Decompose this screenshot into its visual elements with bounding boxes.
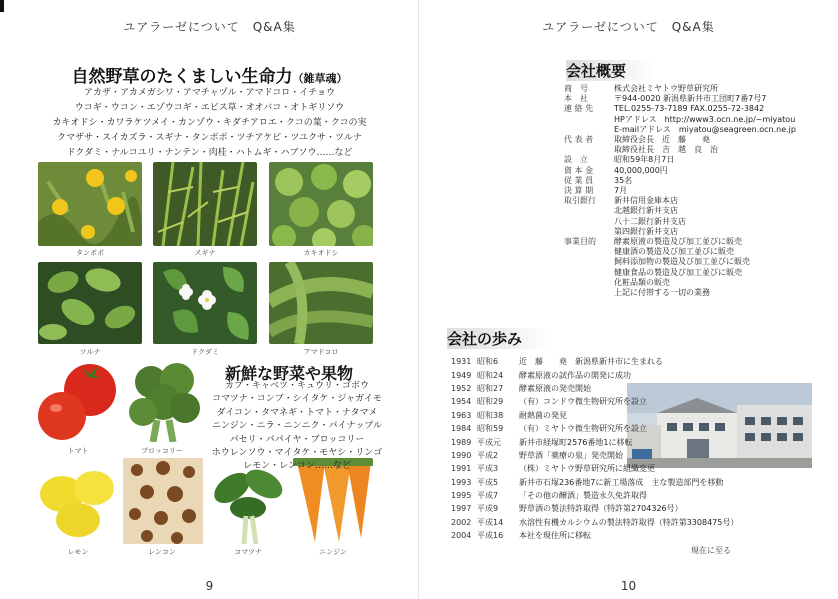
caption-broccoli: ブロッコリー <box>141 447 183 455</box>
company-value <box>614 237 796 298</box>
history-row <box>451 409 738 422</box>
history-row <box>451 449 738 462</box>
company-value: 〒944-0020 新潟県新井市工団町7番7号7 <box>614 94 767 104</box>
history-year: 1995 <box>451 491 472 501</box>
company-business: 飼料添加物の製造及び加工並びに販売 <box>614 257 750 267</box>
company-row <box>564 237 796 298</box>
company-business: 健康酒の製造及び加工並びに販売 <box>614 247 734 257</box>
caption-kakiodoshi: カキオドシ <box>303 249 339 257</box>
photo-tsuruna <box>38 262 142 344</box>
caption-tanpopo: タンポポ <box>76 249 104 257</box>
history-row <box>451 502 738 515</box>
history-row <box>451 516 738 529</box>
company-label: 事業目的 <box>564 237 596 247</box>
company-homepage: HPアドレス http://www3.ocn.ne.jp/~miyatou <box>614 114 796 124</box>
history-year: 1984 <box>451 424 472 434</box>
history-year: 2002 <box>451 517 472 527</box>
company-email: E-mailアドレス miyatou@seagreen.ocn.ne.jp <box>614 124 796 134</box>
company-row <box>564 186 796 196</box>
history-row <box>451 435 738 448</box>
plant-list <box>0 86 419 161</box>
history-row <box>451 489 738 502</box>
history-era: 平成14 <box>477 517 504 527</box>
company-row <box>564 94 796 104</box>
history-event: 酵素原液の発売開始 <box>519 383 591 393</box>
history-era: 平成2 <box>477 450 499 460</box>
history-era: 昭和59 <box>477 424 504 434</box>
page-number-right: 10 <box>620 579 637 593</box>
company-overview-title: 会社概要 <box>566 60 656 81</box>
history-era: 平成16 <box>477 531 504 541</box>
history-row <box>451 462 738 475</box>
company-label: 連 絡 先 <box>564 104 594 114</box>
company-label: 資 本 金 <box>564 165 594 175</box>
company-bank: 第四銀行新井支店 <box>614 226 678 236</box>
company-label: 決 算 期 <box>564 186 594 196</box>
company-row <box>564 104 796 135</box>
history-event: 野草酒の製法特許取得（特許第2704326号） <box>519 504 683 514</box>
company-bank: 新井信用金庫本店 <box>614 196 678 206</box>
photo-amadokoro <box>269 262 373 344</box>
photo-broccoli <box>123 360 203 442</box>
company-label: 取引銀行 <box>564 196 596 206</box>
history-year: 1991 <box>451 464 472 474</box>
history-row <box>451 382 738 395</box>
history-era: 平成5 <box>477 477 499 487</box>
history-event: 新井市石塚236番地7に新工場落成 主な製造部門を移動 <box>519 477 724 487</box>
history-row <box>451 368 738 381</box>
company-value: 35名 <box>614 175 633 185</box>
history-event: （有）コンドウ微生物研究所を設立 <box>519 397 647 407</box>
vegetable-list-line: ダイコン・タマネギ・トマト・ナタマメ <box>216 407 378 418</box>
history-row <box>451 476 738 489</box>
plant-list-line: カキオドシ・カワラケツメイ・カンゾウ・キダチアロエ・クコの葉・クコの実 <box>52 118 367 128</box>
history-year: 1931 <box>451 357 472 367</box>
history-event: 野草酒「薬療の泉」発売開始 <box>519 450 623 460</box>
vegetable-list-line: パセリ・パパイヤ・ブロッコリー <box>229 434 365 445</box>
company-history-table <box>451 355 738 542</box>
vegetable-list <box>197 380 397 474</box>
history-year: 1954 <box>451 397 472 407</box>
company-value: 7月 <box>614 186 628 196</box>
history-row <box>451 422 738 435</box>
history-now-label: 現在に至る <box>691 546 731 555</box>
page-number-left: 9 <box>205 579 214 593</box>
history-year: 1963 <box>451 410 472 420</box>
caption-dokudami: ドクダミ <box>191 348 219 356</box>
company-label: 商 号 <box>564 84 588 93</box>
plant-list-line: アカザ・アカメガシワ・アマチャヅル・アマドコロ・イチョウ <box>84 88 335 98</box>
company-value <box>614 135 796 155</box>
history-year: 2004 <box>451 531 472 541</box>
plants-title-main: 自然野草のたくましい生命力 <box>71 67 293 87</box>
caption-tomato: トマト <box>67 447 89 455</box>
history-event: （株）ミヤトウ野草研究所に組織変更 <box>519 464 655 474</box>
history-era: 昭和6 <box>477 357 499 367</box>
company-row <box>564 155 796 165</box>
vegetable-list-line: コマツナ・コンブ・シイタケ・ジャガイモ <box>212 394 382 405</box>
history-event: 水溶性有機カルシウムの製法特許取得（特許第3308475号） <box>519 517 739 527</box>
vegetable-list-line: レモン・レンコン……など <box>243 461 351 472</box>
company-representative: 取締役社長 吉 越 良 治 <box>614 145 718 155</box>
company-label: 本 社 <box>564 94 588 104</box>
photo-sugina <box>153 162 257 246</box>
history-year: 1989 <box>451 437 472 447</box>
caption-lemon: レモン <box>67 548 89 556</box>
history-year: 1990 <box>451 450 472 460</box>
company-value: 40,000,000円 <box>614 165 668 175</box>
photo-dokudami <box>153 262 257 344</box>
company-bank: 八十二銀行新井支店 <box>614 216 686 226</box>
company-value <box>614 196 796 237</box>
history-year: 1949 <box>451 370 472 380</box>
company-value: 株式会社ミヤトウ野草研究所 <box>614 84 718 93</box>
photo-kakiodoshi <box>269 162 373 246</box>
photo-tanpopo <box>38 162 142 246</box>
company-label: 設 立 <box>564 155 588 165</box>
company-row <box>564 166 796 176</box>
history-year: 1997 <box>451 504 472 514</box>
history-era: 平成9 <box>477 504 499 514</box>
company-row <box>564 84 796 94</box>
caption-renkon: レンコン <box>148 548 176 556</box>
history-era: 昭和24 <box>477 370 504 380</box>
plants-title-suffix: （雑草魂） <box>292 72 348 85</box>
company-label: 従 業 員 <box>564 175 594 185</box>
caption-sugina: スギナ <box>194 249 216 257</box>
history-event: 「その他の醸酒」製造永久免許取得 <box>519 491 647 501</box>
company-tel-fax: TEL.0255-73-7189 FAX.0255-72-3842 <box>614 104 765 114</box>
caption-komatsuna: コマツナ <box>234 548 262 556</box>
company-row <box>564 196 796 237</box>
company-business: 酵素原液の製造及び加工並びに販売 <box>614 237 742 247</box>
photo-tomato <box>38 360 118 442</box>
history-event: 近 藤 堯 新潟県新井市に生まれる <box>519 357 663 367</box>
history-era: 平成3 <box>477 464 499 474</box>
company-business: 上記に付帯する一切の業務 <box>614 288 710 298</box>
history-year: 1952 <box>451 383 472 393</box>
history-row <box>451 395 738 408</box>
history-era: 昭和38 <box>477 410 504 420</box>
photo-renkon <box>123 458 203 544</box>
company-history-title: 会社の歩み <box>447 328 552 349</box>
plant-list-line: ドクダミ・ナルコユリ・ナンテン・肉桂・ハトムギ・ハブソウ……など <box>66 148 353 158</box>
history-era: 昭和27 <box>477 383 504 393</box>
history-event: 酵素原液の試作品の開発に成功 <box>519 370 631 380</box>
vegetable-list-line: ホウレンソウ・マイタケ・モヤシ・リンゴ <box>211 448 383 459</box>
caption-ninjin: ニンジン <box>319 548 347 556</box>
company-value <box>614 104 796 135</box>
company-value: 昭和59年8月7日 <box>614 155 675 165</box>
company-representative: 取締役会長 近 藤 堯 <box>614 135 710 145</box>
history-event: （有）ミヤトウ微生物研究所を設立 <box>519 424 647 434</box>
plant-list-line: クマザサ・スイカズラ・スギナ・タンポポ・ツチアケビ・ツユクサ・ツルナ <box>56 133 363 143</box>
plants-title <box>0 62 419 87</box>
company-business: 健康食品の製造及び加工並びに販売 <box>614 267 742 277</box>
history-event: 耐熱菌の発見 <box>519 410 567 420</box>
history-era: 平成7 <box>477 491 499 501</box>
company-business: 化粧品類の販売 <box>614 277 670 287</box>
vegetable-list-line: ニンジン・ニラ・ニンニク・パイナップル <box>211 421 382 432</box>
company-row <box>564 135 796 155</box>
photo-lemon <box>38 458 118 544</box>
history-event: 本社を現住所に移転 <box>519 531 591 541</box>
left-header: ユアラーゼについて Q&A集 <box>123 20 296 34</box>
history-era: 昭和29 <box>477 397 504 407</box>
company-row <box>564 176 796 186</box>
caption-amadokoro: アマドコロ <box>303 348 339 356</box>
history-era: 平成元 <box>477 437 501 447</box>
history-row <box>451 355 738 368</box>
vegetables-title: 新鮮な野菜や果物 <box>225 364 354 383</box>
company-bank: 北越銀行新井支店 <box>614 206 678 216</box>
right-header: ユアラーゼについて Q&A集 <box>542 20 715 34</box>
plant-list-line: ウコギ・ウコン・エゾウコギ・エビス草・オオバコ・オトギリソウ <box>74 103 345 113</box>
company-label: 代 表 者 <box>564 135 594 145</box>
history-event: 新井市経塚町2576番地1に移転 <box>519 437 633 447</box>
caption-tsuruna: ツルナ <box>79 348 101 356</box>
history-row <box>451 529 738 542</box>
vegetable-list-line: カブ・キャベツ・キュウリ・ゴボウ <box>224 381 369 391</box>
company-overview-table <box>564 84 796 298</box>
history-year: 1993 <box>451 477 472 487</box>
